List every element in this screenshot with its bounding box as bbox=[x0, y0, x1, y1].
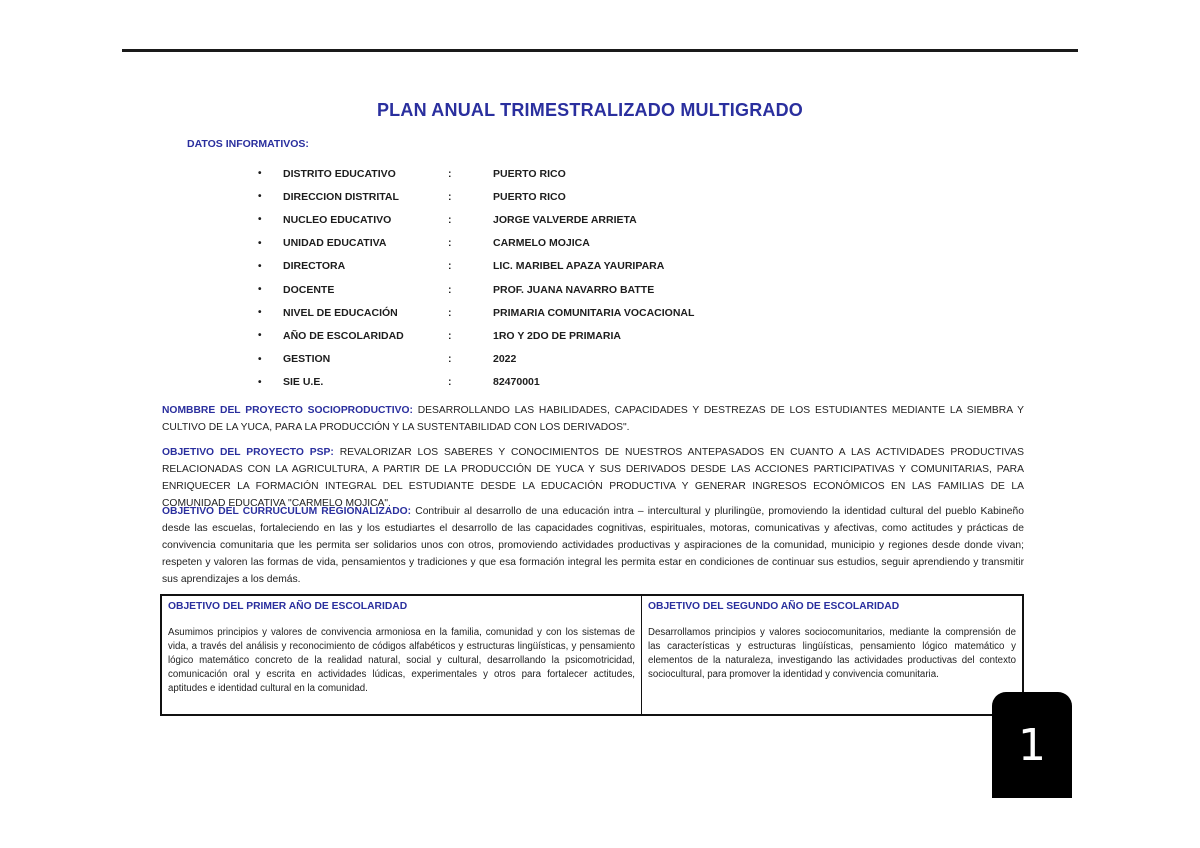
objetivo-psp-text: REVALORIZAR LOS SABERES Y CONOCIMIENTOS DE NUESTROS ANTEPASADOS EN CUANTO A LAS ACTIVIDADES PRODUCTIVAS RELACIONADAS CON LA AGRICULTURA, A PARTIR DE LA PRODUCCIÓN DE YUCA Y SUS DERIVADOS DESDE LAS ACCIONES PARTICIPATIVAS Y COMUNITARIAS, PARA ENRIQUECER LA FORMACIÓN INTEGRAL DEL ESTUDIANTE DESDE LA EDUCACIÓN PRODUCTIVA Y GENERAR INGRESOS ECONÓMICOS EN LAS FAMILIAS DE LA COMUNIDAD EDUCATIVA "CARMELO MOJICA". bbox=[162, 447, 1024, 509]
info-row bbox=[258, 185, 818, 208]
info-row bbox=[258, 208, 818, 231]
bullet: • bbox=[258, 353, 262, 365]
info-value: 2022 bbox=[493, 353, 517, 366]
bullet: • bbox=[258, 191, 262, 203]
colon: : bbox=[448, 353, 452, 366]
info-label: DOCENTE bbox=[283, 283, 335, 296]
info-label: AÑO DE ESCOLARIDAD bbox=[283, 329, 404, 342]
bullet: • bbox=[258, 307, 262, 319]
bullet: • bbox=[258, 284, 262, 296]
info-row bbox=[258, 232, 818, 255]
bullet: • bbox=[258, 168, 262, 180]
info-label: UNIDAD EDUCATIVA bbox=[283, 237, 387, 250]
bullet: • bbox=[258, 376, 262, 388]
info-value: LIC. MARIBEL APAZA YAURIPARA bbox=[493, 260, 665, 273]
bullet: • bbox=[258, 260, 262, 272]
objetivo-psp bbox=[162, 444, 1024, 512]
document-title: PLAN ANUAL TRIMESTRALIZADO MULTIGRADO bbox=[376, 100, 804, 120]
colon: : bbox=[448, 213, 452, 226]
objetivo-segundo-text: Desarrollamos principios y valores sociocomunitarios, mediante la comprensión de las características y estructuras lingüísticas, pensamiento lógico matemático y elementos de la naturaleza, investigando las actividades productivas del contexto sociocultural, para promover la identidad y convivencia comunitaria. bbox=[648, 627, 1016, 680]
info-value: PUERTO RICO bbox=[493, 190, 566, 203]
objetivos-table bbox=[160, 594, 1024, 716]
proyecto-socioproductivo bbox=[162, 402, 1024, 436]
datos-informativos-title: DATOS INFORMATIVOS: bbox=[187, 138, 309, 150]
objetivo-psp-label: OBJETIVO DEL PROYECTO PSP: bbox=[162, 447, 334, 458]
info-value: PUERTO RICO bbox=[493, 167, 566, 180]
bullet: • bbox=[258, 330, 262, 342]
info-value: CARMELO MOJICA bbox=[493, 237, 590, 250]
info-value: PROF. JUANA NAVARRO BATTE bbox=[493, 283, 655, 296]
info-value: JORGE VALVERDE ARRIETA bbox=[493, 213, 637, 226]
objetivo-segundo-cell bbox=[642, 596, 1022, 714]
info-row bbox=[258, 255, 818, 278]
info-value: 1RO Y 2DO DE PRIMARIA bbox=[493, 329, 621, 342]
colon: : bbox=[448, 306, 452, 319]
info-row bbox=[258, 301, 818, 324]
info-row bbox=[258, 348, 818, 371]
colon: : bbox=[448, 167, 452, 180]
objetivo-curriculum bbox=[162, 503, 1024, 588]
info-row bbox=[258, 278, 818, 301]
bullet: • bbox=[258, 237, 262, 249]
info-row bbox=[258, 324, 818, 347]
objetivo-curriculum-text: Contribuir al desarrollo de una educación intra – intercultural y plurilingüe, promoviendo la identidad cultural del pueblo Kabineño desde las escuelas, fortaleciendo en las y los estudiartes el desarrollo de las capacidades cognitivas, espirituales, motoras, comunicativas y afectivas, como actitudes y prácticas de convivencia comunitaria que les permita ser solidarios unos con otros, promoviendo actividades productivas y aspiraciones de la comunidad, municipio y regiones desde donde vivan; respeten y valoren las formas de vida, pensamientos y tradiciones y que esa formación integral les permita estar en condiciones de continuar sus estudios, seguir aprendiendo y transmitir sus aprendizajes a los demás. bbox=[162, 506, 1024, 585]
proyecto-text: DESARROLLANDO LAS HABILIDADES, CAPACIDADES Y DESTREZAS DE LOS ESTUDIANTES MEDIANTE LA SIEMBRA Y CULTIVO DE LA YUCA, PARA LA PRODUCCIÓN Y LA SUSTENTABILIDAD CON LOS DERIVADOS". bbox=[162, 405, 1024, 433]
colon: : bbox=[448, 190, 452, 203]
info-row bbox=[258, 162, 818, 185]
info-label: DIRECCION DISTRITAL bbox=[283, 190, 399, 203]
info-label: DIRECTORA bbox=[283, 260, 346, 273]
top-rule bbox=[122, 49, 1078, 52]
objetivo-primer-text: Asumimos principios y valores de convivencia armoniosa en la familia, comunidad y con los sistemas de vida, a través del análisis y reconocimiento de códigos alfabéticos y estructuras lingüísticas, y pensamiento lógico matemático concreto de la realidad natural, social y cultural, desarrollando la psicomotricidad, comunicación oral y escrita en actividades lúdicas, experimentales y otros para fortalecer actitudes, aptitudes e identidad cultural en la comunidad. bbox=[168, 627, 635, 694]
objetivo-curriculum-label: OBJETIVO DEL CURRUCULUM REGIONALIZADO: bbox=[162, 506, 412, 517]
info-value: 82470001 bbox=[493, 376, 540, 389]
proyecto-label: NOMBBRE DEL PROYECTO SOCIOPRODUCTIVO: bbox=[162, 405, 413, 416]
colon: : bbox=[448, 260, 452, 273]
info-label: NIVEL DE EDUCACIÓN bbox=[283, 306, 398, 319]
colon: : bbox=[448, 283, 452, 296]
info-list bbox=[258, 162, 818, 394]
colon: : bbox=[448, 237, 452, 250]
objetivo-primer-header: OBJETIVO DEL PRIMER AÑO DE ESCOLARIDAD bbox=[168, 601, 408, 612]
info-row bbox=[258, 371, 818, 394]
info-label: DISTRITO EDUCATIVO bbox=[283, 167, 396, 180]
colon: : bbox=[448, 329, 452, 342]
colon: : bbox=[448, 376, 452, 389]
info-label: SIE U.E. bbox=[283, 376, 324, 389]
bullet: • bbox=[258, 214, 262, 226]
info-label: GESTION bbox=[283, 353, 331, 366]
info-value: PRIMARIA COMUNITARIA VOCACIONAL bbox=[493, 306, 695, 319]
page-number-badge: 1 bbox=[992, 692, 1072, 798]
info-label: NUCLEO EDUCATIVO bbox=[283, 213, 392, 226]
objetivo-primer-cell bbox=[162, 596, 642, 714]
objetivo-segundo-header: OBJETIVO DEL SEGUNDO AÑO DE ESCOLARIDAD bbox=[648, 601, 900, 612]
